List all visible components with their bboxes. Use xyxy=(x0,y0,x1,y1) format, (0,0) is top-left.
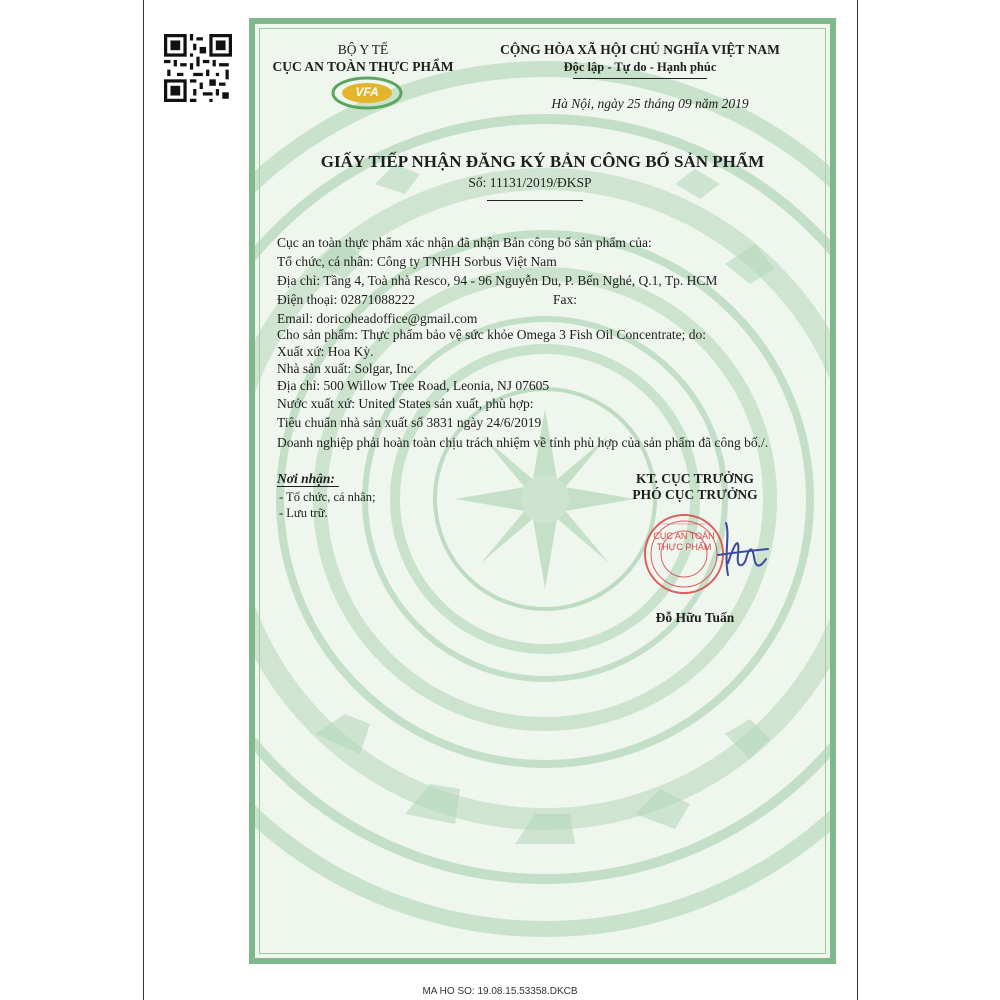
responsibility-line: Doanh nghiệp phải hoàn toàn chịu trách nhiệm về tính phù hợp của sản phẩm đã công bố./. xyxy=(277,435,769,450)
agency-name: CỤC AN TOÀN THỰC PHẨM xyxy=(272,59,454,74)
document-title: GIẤY TIẾP NHẬN ĐĂNG KÝ BẢN CÔNG BỐ SẢN PHẨM xyxy=(320,152,765,171)
organization-line: Tổ chức, cá nhân: Công ty TNHH Sorbus Việt Nam xyxy=(277,254,557,269)
standard-line: Tiêu chuẩn nhà sản xuất số 3831 ngày 24/6/2019 xyxy=(277,415,542,430)
vfa-logo-text: VFA xyxy=(355,85,379,99)
recipient-item: - Lưu trữ. xyxy=(279,506,328,520)
country-name: CỘNG HÒA XÃ HỘI CHỦ NGHĨA VIỆT NAM xyxy=(500,42,780,57)
recipient-item: - Tổ chức, cá nhân; xyxy=(279,490,376,504)
document-number: Số: 11131/2019/ĐKSP xyxy=(468,175,592,190)
signature-title-line1: KT. CỤC TRƯỞNG xyxy=(636,471,754,486)
title-underline xyxy=(487,200,583,201)
qr-code xyxy=(150,20,246,116)
signature-title-line2: PHÓ CỤC TRƯỞNG xyxy=(632,487,758,502)
handwritten-signature xyxy=(706,515,776,585)
product-line: Cho sản phẩm: Thực phẩm bảo vệ sức khỏe Omega 3 Fish Oil Concentrate; do: xyxy=(277,327,707,342)
motto-underline xyxy=(573,78,707,79)
signatory-name: Đỗ Hữu Tuấn xyxy=(655,610,735,625)
manufacturer-address-line: Địa chỉ: 500 Willow Tree Road, Leonia, NJ 07605 xyxy=(277,378,550,393)
manufacturer-line: Nhà sản xuất: Solgar, Inc. xyxy=(277,361,417,376)
recipients-underline xyxy=(277,486,339,487)
national-motto: Độc lập - Tự do - Hạnh phúc xyxy=(563,60,717,74)
origin-line: Xuất xứ: Hoa Kỳ. xyxy=(277,344,374,359)
ministry-name: BỘ Y TẾ xyxy=(337,42,389,57)
fax-label: Fax: xyxy=(553,292,578,307)
recipients-heading: Nơi nhận: xyxy=(277,471,335,486)
email-line: Email: doricoheadoffice@gmail.com xyxy=(277,311,478,326)
qr-code-icon xyxy=(164,34,232,102)
place-and-date: Hà Nội, ngày 25 tháng 09 năm 2019 xyxy=(551,96,749,111)
dossier-code: MA HO SO: 19.08.15.53358.DKCB xyxy=(422,986,578,997)
page-edge-right xyxy=(857,0,858,1000)
stamp-text: CỤC AN TOÀN THỰC PHẨM xyxy=(653,531,715,552)
country-of-export-line: Nước xuất xứ: United States sản xuất, phù hợp: xyxy=(277,396,534,411)
phone-line: Điện thoại: 02871088222 xyxy=(277,292,415,307)
page-edge-left xyxy=(143,0,144,1000)
body-intro-line: Cục an toàn thực phẩm xác nhận đã nhận Bản công bố sản phẩm của: xyxy=(277,235,652,250)
organization-address-line: Địa chỉ: Tầng 4, Toà nhà Resco, 94 - 96 Nguyễn Du, P. Bến Nghé, Q.1, Tp. HCM xyxy=(277,273,718,288)
